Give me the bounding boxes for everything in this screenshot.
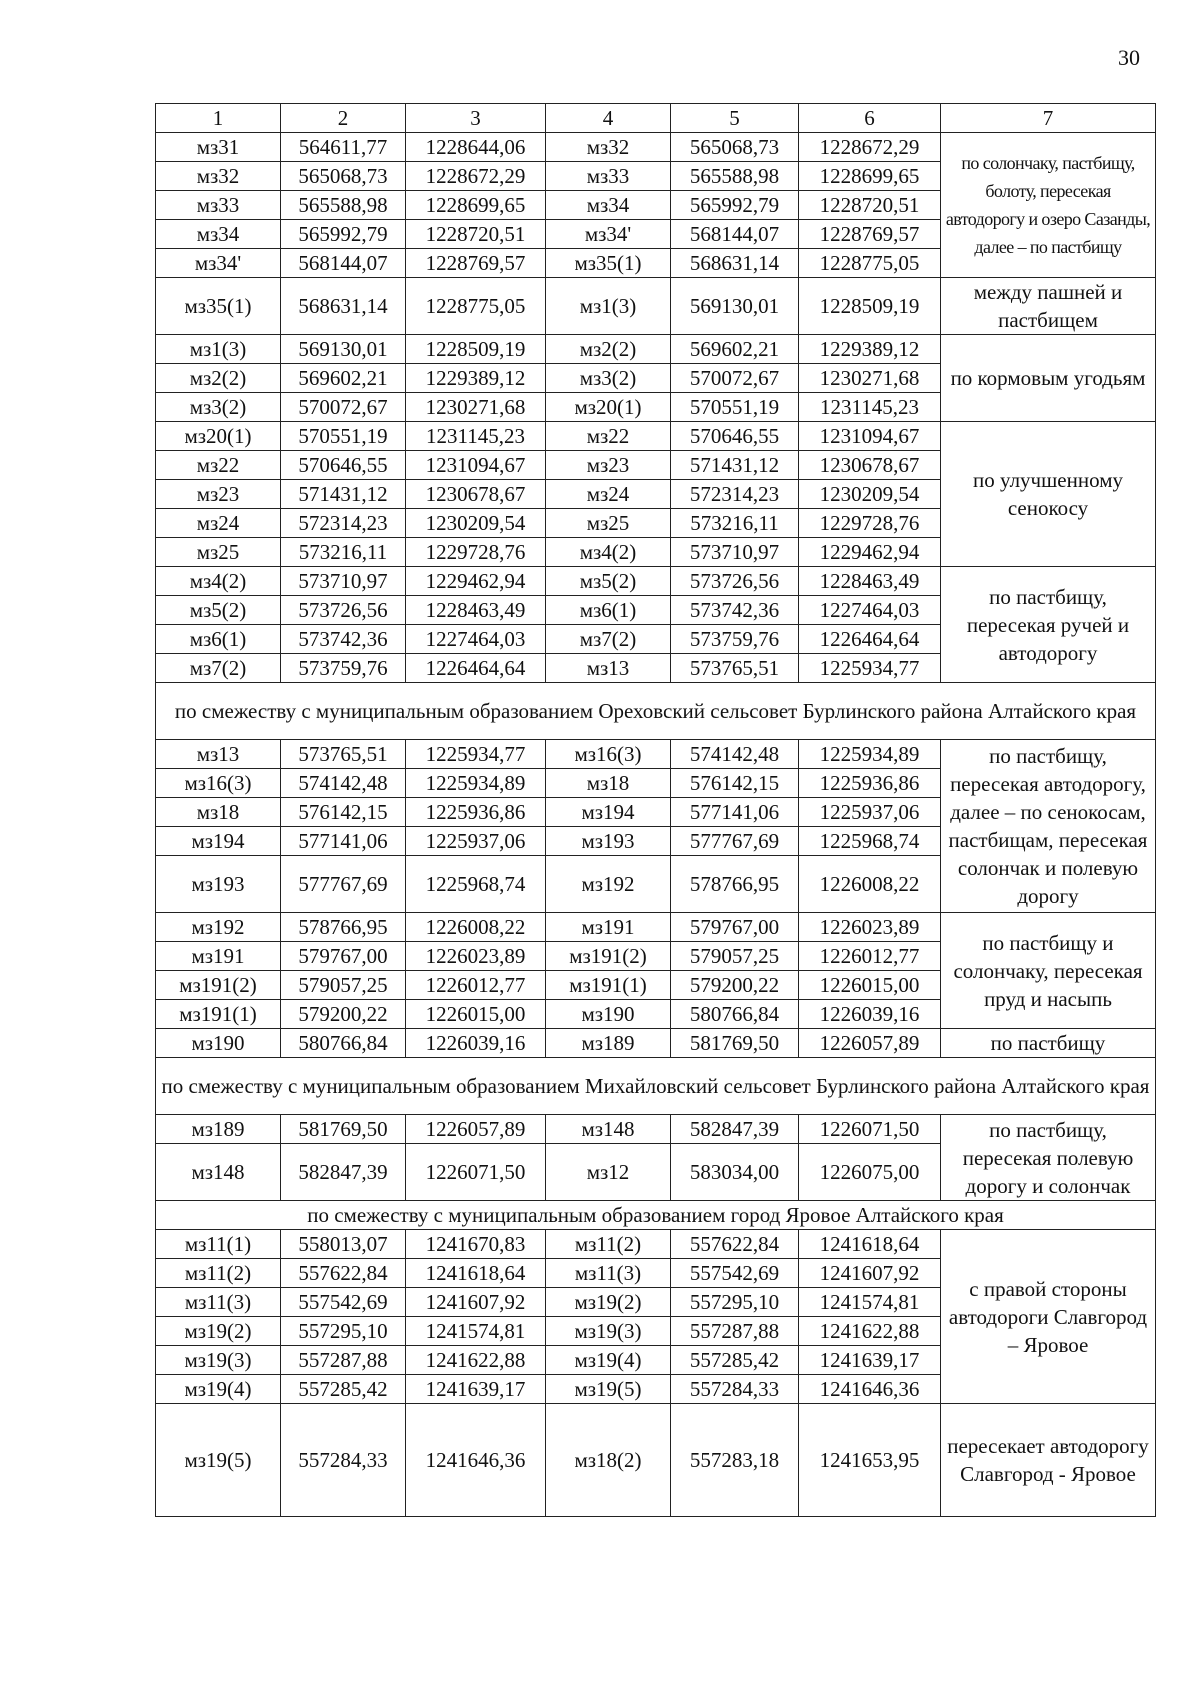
start-y-cell: 1226057,89: [406, 1115, 546, 1144]
boundary-description-cell: по пастбищу и солончаку, пересекая пруд и насыпь: [941, 913, 1156, 1029]
start-y-cell: 1241622,88: [406, 1346, 546, 1375]
start-y-cell: 1241574,81: [406, 1317, 546, 1346]
start-y-cell: 1241670,83: [406, 1230, 546, 1259]
start-x-cell: 572314,23: [281, 509, 406, 538]
start-y-cell: 1229462,94: [406, 567, 546, 596]
page-number: 30: [1118, 45, 1140, 70]
start-x-cell: 557295,10: [281, 1317, 406, 1346]
boundary-description-cell: по улучшенному сенокосу: [941, 422, 1156, 567]
start-point-cell: мз190: [156, 1029, 281, 1058]
end-y-cell: 1226015,00: [799, 971, 941, 1000]
end-point-cell: мз7(2): [546, 625, 671, 654]
start-y-cell: 1241607,92: [406, 1288, 546, 1317]
start-x-cell: 569130,01: [281, 335, 406, 364]
start-x-cell: 570551,19: [281, 422, 406, 451]
start-x-cell: 577141,06: [281, 827, 406, 856]
start-point-cell: мз1(3): [156, 335, 281, 364]
start-y-cell: 1227464,03: [406, 625, 546, 654]
end-y-cell: 1230271,68: [799, 364, 941, 393]
start-y-cell: 1228672,29: [406, 162, 546, 191]
end-x-cell: 577141,06: [671, 798, 799, 827]
end-x-cell: 557284,33: [671, 1375, 799, 1404]
table-row: [156, 1404, 1156, 1517]
end-x-cell: 570646,55: [671, 422, 799, 451]
section-heading: по смежеству с муниципальным образованием Ореховский сельсовет Бурлинского района Алтайского края: [156, 683, 1156, 740]
end-x-cell: 580766,84: [671, 1000, 799, 1029]
end-y-cell: 1241639,17: [799, 1346, 941, 1375]
end-x-cell: 571431,12: [671, 451, 799, 480]
end-y-cell: 1228463,49: [799, 567, 941, 596]
end-y-cell: 1229462,94: [799, 538, 941, 567]
column-header: 1: [156, 104, 281, 133]
end-point-cell: мз11(3): [546, 1259, 671, 1288]
end-x-cell: 557542,69: [671, 1259, 799, 1288]
end-x-cell: 573710,97: [671, 538, 799, 567]
end-x-cell: 573216,11: [671, 509, 799, 538]
end-point-cell: мз12: [546, 1144, 671, 1201]
boundary-description-cell: между пашней и пастбищем: [941, 278, 1156, 335]
start-x-cell: 571431,12: [281, 480, 406, 509]
table-header-row: [156, 104, 1156, 133]
table-row: [156, 740, 1156, 769]
end-y-cell: 1228720,51: [799, 191, 941, 220]
end-point-cell: мз13: [546, 654, 671, 683]
start-x-cell: 580766,84: [281, 1029, 406, 1058]
start-x-cell: 564611,77: [281, 133, 406, 162]
end-y-cell: 1241622,88: [799, 1317, 941, 1346]
end-x-cell: 557295,10: [671, 1288, 799, 1317]
end-x-cell: 570072,67: [671, 364, 799, 393]
start-y-cell: 1226023,89: [406, 942, 546, 971]
start-y-cell: 1230271,68: [406, 393, 546, 422]
end-x-cell: 557287,88: [671, 1317, 799, 1346]
start-y-cell: 1226015,00: [406, 1000, 546, 1029]
start-y-cell: 1225937,06: [406, 827, 546, 856]
start-x-cell: 578766,95: [281, 913, 406, 942]
start-y-cell: 1228775,05: [406, 278, 546, 335]
end-y-cell: 1241618,64: [799, 1230, 941, 1259]
start-x-cell: 573216,11: [281, 538, 406, 567]
end-point-cell: мз16(3): [546, 740, 671, 769]
end-y-cell: 1228672,29: [799, 133, 941, 162]
end-x-cell: 565588,98: [671, 162, 799, 191]
start-point-cell: мз32: [156, 162, 281, 191]
start-x-cell: 557622,84: [281, 1259, 406, 1288]
end-y-cell: 1226057,89: [799, 1029, 941, 1058]
end-point-cell: мз22: [546, 422, 671, 451]
end-point-cell: мз19(4): [546, 1346, 671, 1375]
start-point-cell: мз191: [156, 942, 281, 971]
end-x-cell: 557622,84: [671, 1230, 799, 1259]
end-y-cell: 1225968,74: [799, 827, 941, 856]
start-y-cell: 1225934,89: [406, 769, 546, 798]
start-y-cell: 1241639,17: [406, 1375, 546, 1404]
end-x-cell: 557285,42: [671, 1346, 799, 1375]
start-x-cell: 573726,56: [281, 596, 406, 625]
start-y-cell: 1229728,76: [406, 538, 546, 567]
start-point-cell: мз194: [156, 827, 281, 856]
start-point-cell: мз33: [156, 191, 281, 220]
start-point-cell: мз34': [156, 249, 281, 278]
end-y-cell: 1241574,81: [799, 1288, 941, 1317]
start-point-cell: мз4(2): [156, 567, 281, 596]
start-point-cell: мз191(2): [156, 971, 281, 1000]
end-point-cell: мз34: [546, 191, 671, 220]
table-row: [156, 1230, 1156, 1259]
end-x-cell: 579200,22: [671, 971, 799, 1000]
end-point-cell: мз32: [546, 133, 671, 162]
end-y-cell: 1231145,23: [799, 393, 941, 422]
start-point-cell: мз7(2): [156, 654, 281, 683]
end-point-cell: мз34': [546, 220, 671, 249]
start-y-cell: 1226071,50: [406, 1144, 546, 1201]
boundary-description-cell: по пастбищу, пересекая автодорогу, далее – по сенокосам, пастбищам, пересекая солончак и полевую дорогу: [941, 740, 1156, 913]
end-x-cell: 577767,69: [671, 827, 799, 856]
table-row: [156, 913, 1156, 942]
start-point-cell: мз193: [156, 856, 281, 913]
start-x-cell: 569602,21: [281, 364, 406, 393]
start-point-cell: мз3(2): [156, 393, 281, 422]
start-y-cell: 1225934,77: [406, 740, 546, 769]
start-x-cell: 570072,67: [281, 393, 406, 422]
start-x-cell: 579767,00: [281, 942, 406, 971]
end-point-cell: мз1(3): [546, 278, 671, 335]
table-row: [156, 1115, 1156, 1144]
end-x-cell: 573726,56: [671, 567, 799, 596]
start-x-cell: 582847,39: [281, 1144, 406, 1201]
end-y-cell: 1226071,50: [799, 1115, 941, 1144]
start-x-cell: 573742,36: [281, 625, 406, 654]
boundary-description-cell: по солончаку, пастбищу, болоту, пересекая автодорогу и озеро Сазанды, далее – по пастбищу: [941, 133, 1156, 278]
start-x-cell: 565068,73: [281, 162, 406, 191]
boundary-description-cell: по кормовым угодьям: [941, 335, 1156, 422]
start-x-cell: 568144,07: [281, 249, 406, 278]
start-point-cell: мз22: [156, 451, 281, 480]
end-y-cell: 1241607,92: [799, 1259, 941, 1288]
section-heading: по смежеству с муниципальным образованием Михайловский сельсовет Бурлинского района Алтайского края: [156, 1058, 1156, 1115]
end-x-cell: 570551,19: [671, 393, 799, 422]
start-point-cell: мз19(2): [156, 1317, 281, 1346]
end-y-cell: 1225934,89: [799, 740, 941, 769]
start-point-cell: мз19(3): [156, 1346, 281, 1375]
end-point-cell: мз190: [546, 1000, 671, 1029]
end-point-cell: мз19(5): [546, 1375, 671, 1404]
end-y-cell: 1241653,95: [799, 1404, 941, 1517]
end-x-cell: 569602,21: [671, 335, 799, 364]
end-point-cell: мз19(2): [546, 1288, 671, 1317]
end-point-cell: мз20(1): [546, 393, 671, 422]
section-heading: по смежеству с муниципальным образованием город Яровое Алтайского края: [156, 1201, 1156, 1230]
end-y-cell: 1228769,57: [799, 220, 941, 249]
start-point-cell: мз6(1): [156, 625, 281, 654]
start-y-cell: 1228769,57: [406, 249, 546, 278]
end-x-cell: 579767,00: [671, 913, 799, 942]
end-x-cell: 568631,14: [671, 249, 799, 278]
end-y-cell: 1225934,77: [799, 654, 941, 683]
start-x-cell: 568631,14: [281, 278, 406, 335]
start-x-cell: 581769,50: [281, 1115, 406, 1144]
start-y-cell: 1228509,19: [406, 335, 546, 364]
start-point-cell: мз34: [156, 220, 281, 249]
table-body: [156, 133, 1156, 1517]
end-y-cell: 1241646,36: [799, 1375, 941, 1404]
start-point-cell: мз19(4): [156, 1375, 281, 1404]
end-x-cell: 568144,07: [671, 220, 799, 249]
end-point-cell: мз6(1): [546, 596, 671, 625]
end-point-cell: мз3(2): [546, 364, 671, 393]
end-point-cell: мз189: [546, 1029, 671, 1058]
start-x-cell: 573765,51: [281, 740, 406, 769]
start-x-cell: 573759,76: [281, 654, 406, 683]
end-y-cell: 1226012,77: [799, 942, 941, 971]
end-x-cell: 572314,23: [671, 480, 799, 509]
end-point-cell: мз191(2): [546, 942, 671, 971]
boundary-description-cell: пересекает автодорогу Славгород - Яровое: [941, 1404, 1156, 1517]
start-point-cell: мз19(5): [156, 1404, 281, 1517]
end-y-cell: 1231094,67: [799, 422, 941, 451]
start-point-cell: мз31: [156, 133, 281, 162]
boundary-description-cell: по пастбищу, пересекая полевую дорогу и солончак: [941, 1115, 1156, 1201]
end-y-cell: 1226008,22: [799, 856, 941, 913]
table-row: [156, 567, 1156, 596]
end-x-cell: 583034,00: [671, 1144, 799, 1201]
start-y-cell: 1226039,16: [406, 1029, 546, 1058]
start-x-cell: 576142,15: [281, 798, 406, 827]
end-y-cell: 1226039,16: [799, 1000, 941, 1029]
start-y-cell: 1230209,54: [406, 509, 546, 538]
start-point-cell: мз20(1): [156, 422, 281, 451]
boundary-description-cell: по пастбищу: [941, 1029, 1156, 1058]
column-header: 3: [406, 104, 546, 133]
end-point-cell: мз11(2): [546, 1230, 671, 1259]
end-y-cell: 1226464,64: [799, 625, 941, 654]
table-row: [156, 133, 1156, 162]
start-point-cell: мз148: [156, 1144, 281, 1201]
start-y-cell: 1228463,49: [406, 596, 546, 625]
end-x-cell: 573742,36: [671, 596, 799, 625]
start-point-cell: мз2(2): [156, 364, 281, 393]
start-x-cell: 579057,25: [281, 971, 406, 1000]
start-x-cell: 570646,55: [281, 451, 406, 480]
table-row: [156, 1029, 1156, 1058]
end-point-cell: мз23: [546, 451, 671, 480]
end-x-cell: 579057,25: [671, 942, 799, 971]
end-x-cell: 557283,18: [671, 1404, 799, 1517]
table-row: [156, 278, 1156, 335]
start-y-cell: 1241618,64: [406, 1259, 546, 1288]
end-point-cell: мз191: [546, 913, 671, 942]
start-point-cell: мз189: [156, 1115, 281, 1144]
start-x-cell: 579200,22: [281, 1000, 406, 1029]
end-point-cell: мз2(2): [546, 335, 671, 364]
end-point-cell: мз18: [546, 769, 671, 798]
end-point-cell: мз194: [546, 798, 671, 827]
end-x-cell: 565992,79: [671, 191, 799, 220]
start-point-cell: мз25: [156, 538, 281, 567]
end-point-cell: мз24: [546, 480, 671, 509]
start-point-cell: мз35(1): [156, 278, 281, 335]
start-point-cell: мз191(1): [156, 1000, 281, 1029]
end-x-cell: 573765,51: [671, 654, 799, 683]
end-x-cell: 576142,15: [671, 769, 799, 798]
boundary-description-cell: по пастбищу, пересекая ручей и автодорогу: [941, 567, 1156, 683]
end-point-cell: мз191(1): [546, 971, 671, 1000]
section-row: [156, 1058, 1156, 1115]
start-point-cell: мз11(1): [156, 1230, 281, 1259]
start-x-cell: 557285,42: [281, 1375, 406, 1404]
start-y-cell: 1225936,86: [406, 798, 546, 827]
end-x-cell: 581769,50: [671, 1029, 799, 1058]
start-x-cell: 573710,97: [281, 567, 406, 596]
end-point-cell: мз192: [546, 856, 671, 913]
start-y-cell: 1230678,67: [406, 480, 546, 509]
end-x-cell: 573759,76: [671, 625, 799, 654]
start-x-cell: 565588,98: [281, 191, 406, 220]
start-y-cell: 1228699,65: [406, 191, 546, 220]
start-y-cell: 1226008,22: [406, 913, 546, 942]
start-y-cell: 1231145,23: [406, 422, 546, 451]
start-point-cell: мз24: [156, 509, 281, 538]
end-point-cell: мз18(2): [546, 1404, 671, 1517]
column-header: 2: [281, 104, 406, 133]
start-point-cell: мз11(2): [156, 1259, 281, 1288]
section-row: [156, 1201, 1156, 1230]
end-y-cell: 1225937,06: [799, 798, 941, 827]
end-point-cell: мз148: [546, 1115, 671, 1144]
start-y-cell: 1231094,67: [406, 451, 546, 480]
start-y-cell: 1229389,12: [406, 364, 546, 393]
column-header: 7: [941, 104, 1156, 133]
end-y-cell: 1227464,03: [799, 596, 941, 625]
column-header: 5: [671, 104, 799, 133]
start-x-cell: 558013,07: [281, 1230, 406, 1259]
start-x-cell: 557287,88: [281, 1346, 406, 1375]
end-x-cell: 582847,39: [671, 1115, 799, 1144]
end-y-cell: 1228775,05: [799, 249, 941, 278]
boundary-coordinates-table: [155, 103, 1156, 1517]
start-point-cell: мз16(3): [156, 769, 281, 798]
end-point-cell: мз5(2): [546, 567, 671, 596]
end-y-cell: 1225936,86: [799, 769, 941, 798]
end-point-cell: мз4(2): [546, 538, 671, 567]
column-header: 4: [546, 104, 671, 133]
end-x-cell: 578766,95: [671, 856, 799, 913]
start-point-cell: мз18: [156, 798, 281, 827]
end-y-cell: 1226075,00: [799, 1144, 941, 1201]
start-x-cell: 557542,69: [281, 1288, 406, 1317]
end-y-cell: 1226023,89: [799, 913, 941, 942]
start-x-cell: 557284,33: [281, 1404, 406, 1517]
end-x-cell: 569130,01: [671, 278, 799, 335]
end-x-cell: 574142,48: [671, 740, 799, 769]
column-header: 6: [799, 104, 941, 133]
end-point-cell: мз19(3): [546, 1317, 671, 1346]
table-row: [156, 335, 1156, 364]
start-y-cell: 1225968,74: [406, 856, 546, 913]
start-x-cell: 565992,79: [281, 220, 406, 249]
table-row: [156, 422, 1156, 451]
start-y-cell: 1226012,77: [406, 971, 546, 1000]
end-point-cell: мз193: [546, 827, 671, 856]
end-point-cell: мз25: [546, 509, 671, 538]
end-y-cell: 1229728,76: [799, 509, 941, 538]
end-y-cell: 1228509,19: [799, 278, 941, 335]
start-y-cell: 1228720,51: [406, 220, 546, 249]
start-y-cell: 1241646,36: [406, 1404, 546, 1517]
start-y-cell: 1226464,64: [406, 654, 546, 683]
start-x-cell: 577767,69: [281, 856, 406, 913]
end-x-cell: 565068,73: [671, 133, 799, 162]
end-point-cell: мз35(1): [546, 249, 671, 278]
start-point-cell: мз13: [156, 740, 281, 769]
end-y-cell: 1229389,12: [799, 335, 941, 364]
start-y-cell: 1228644,06: [406, 133, 546, 162]
end-y-cell: 1230209,54: [799, 480, 941, 509]
boundary-description-cell: с правой стороны автодороги Славгород – Яровое: [941, 1230, 1156, 1404]
start-point-cell: мз11(3): [156, 1288, 281, 1317]
start-point-cell: мз192: [156, 913, 281, 942]
section-row: [156, 683, 1156, 740]
end-point-cell: мз33: [546, 162, 671, 191]
end-y-cell: 1228699,65: [799, 162, 941, 191]
start-point-cell: мз5(2): [156, 596, 281, 625]
start-point-cell: мз23: [156, 480, 281, 509]
start-x-cell: 574142,48: [281, 769, 406, 798]
end-y-cell: 1230678,67: [799, 451, 941, 480]
